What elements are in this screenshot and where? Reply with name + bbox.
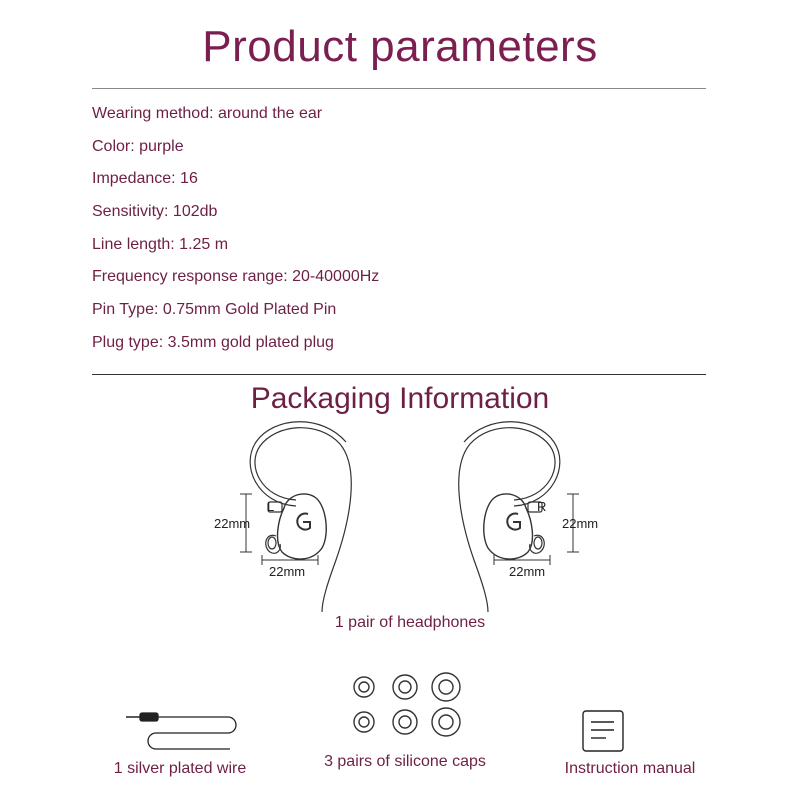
left-marker: L [267, 499, 275, 514]
instruction-manual-icon [583, 711, 623, 751]
left-earphone-illustration [250, 422, 351, 612]
param-line-length: Line length: 1.25 m [92, 235, 229, 253]
headphones-caption: 1 pair of headphones [334, 614, 486, 631]
caps-caption: 3 pairs of silicone caps [324, 753, 486, 770]
param-pin-type: Pin Type: 0.75mm Gold Plated Pin [92, 301, 337, 319]
param-plug-type: Plug type: 3.5mm gold plated plug [92, 333, 334, 351]
param-color: Color: purple [92, 137, 184, 155]
param-frequency-range: Frequency response range: 20-40000Hz [92, 268, 380, 286]
silicone-caps-icon [354, 673, 460, 736]
wire-caption: 1 silver plated wire [113, 760, 247, 777]
param-sensitivity: Sensitivity: 102db [92, 203, 218, 221]
right-height-label: 22mm [562, 516, 599, 531]
left-width-label: 22mm [269, 564, 306, 579]
param-impedance: Impedance: 16 [92, 170, 198, 188]
packaging-title: Packaging Information [250, 382, 550, 415]
manual-caption: Instruction manual [564, 760, 696, 777]
right-width-label: 22mm [509, 564, 546, 579]
right-marker: R [537, 499, 547, 514]
left-height-label: 22mm [214, 516, 251, 531]
wire-icon [126, 713, 236, 749]
page-title: Product parameters [202, 22, 598, 71]
param-wearing-method: Wearing method: around the ear [92, 105, 323, 122]
right-logo-icon [507, 514, 520, 530]
